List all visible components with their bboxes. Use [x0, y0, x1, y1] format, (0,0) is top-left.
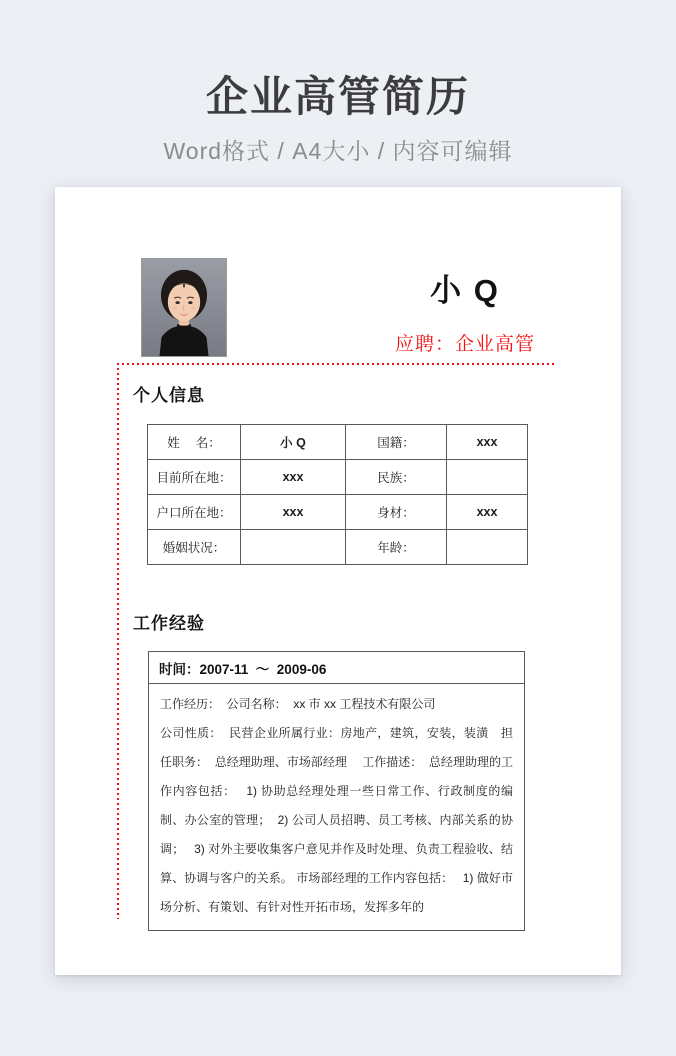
poster-subtitle: Word格式 / A4大小 / 内容可编辑	[163, 138, 513, 164]
candidate-name: 小 Q	[430, 273, 500, 308]
field-label-current-location: 目前所在地：	[148, 460, 241, 495]
work-period: 时间：2007-11 ～ 2009-06	[149, 652, 524, 684]
field-label-build: 身材：	[346, 495, 447, 530]
applying-position: 应聘：企业高管	[394, 334, 535, 355]
field-label-nationality: 国籍：	[346, 425, 447, 460]
table-row	[148, 530, 528, 565]
dotted-divider-vertical	[117, 363, 119, 919]
dotted-divider-horizontal	[117, 363, 556, 365]
field-label-ethnicity: 民族：	[346, 460, 447, 495]
field-label-age: 年龄：	[346, 530, 447, 565]
field-value-nationality: xxx	[447, 425, 528, 460]
work-paragraph-details: 公司性质： 民营企业所属行业：房地产，建筑，安装，装潢 担任职务： 总经理助理、市场部经理 工作描述： 总经理助理的工作内容包括： 1) 协助总经理处理一些日常工作、行政制度的编制、办公室的管理； 2) 公司人员招聘、员工考核、内部关系的协调； 3) 对外主要收集客户意见并作及时处理、负责工程验收、结算、协调与客户的关系。 市场部经理的工作内容包括： 1) 做好市场分析、有策划、有针对性开拓市场，发挥多年的	[160, 726, 513, 914]
name-block	[355, 265, 575, 356]
work-description	[149, 684, 524, 930]
personal-info-table	[147, 424, 528, 565]
field-value-current-location: xxx	[241, 460, 346, 495]
field-value-age	[447, 530, 528, 565]
profile-photo	[141, 258, 227, 357]
field-value-ethnicity	[447, 460, 528, 495]
field-value-marital-status	[241, 530, 346, 565]
field-label-marital-status: 婚姻状况：	[148, 530, 241, 565]
table-row	[148, 460, 528, 495]
work-paragraph-company: 工作经历： 公司名称： xx 市 xx 工程技术有限公司	[160, 697, 436, 711]
table-row	[148, 495, 528, 530]
field-value-name: 小 Q	[241, 425, 346, 460]
poster-header	[0, 64, 676, 166]
field-label-name: 姓 名：	[148, 425, 241, 460]
section-title-personal-info: 个人信息	[133, 386, 205, 405]
poster-title: 企业高管简历	[205, 73, 470, 120]
section-title-work-experience: 工作经验	[133, 614, 205, 633]
resume-sheet	[55, 187, 621, 975]
field-value-registered-residence: xxx	[241, 495, 346, 530]
field-value-build: xxx	[447, 495, 528, 530]
portrait-illustration	[142, 259, 226, 356]
field-label-registered-residence: 户口所在地：	[148, 495, 241, 530]
work-experience-table	[148, 651, 525, 931]
table-row	[148, 425, 528, 460]
